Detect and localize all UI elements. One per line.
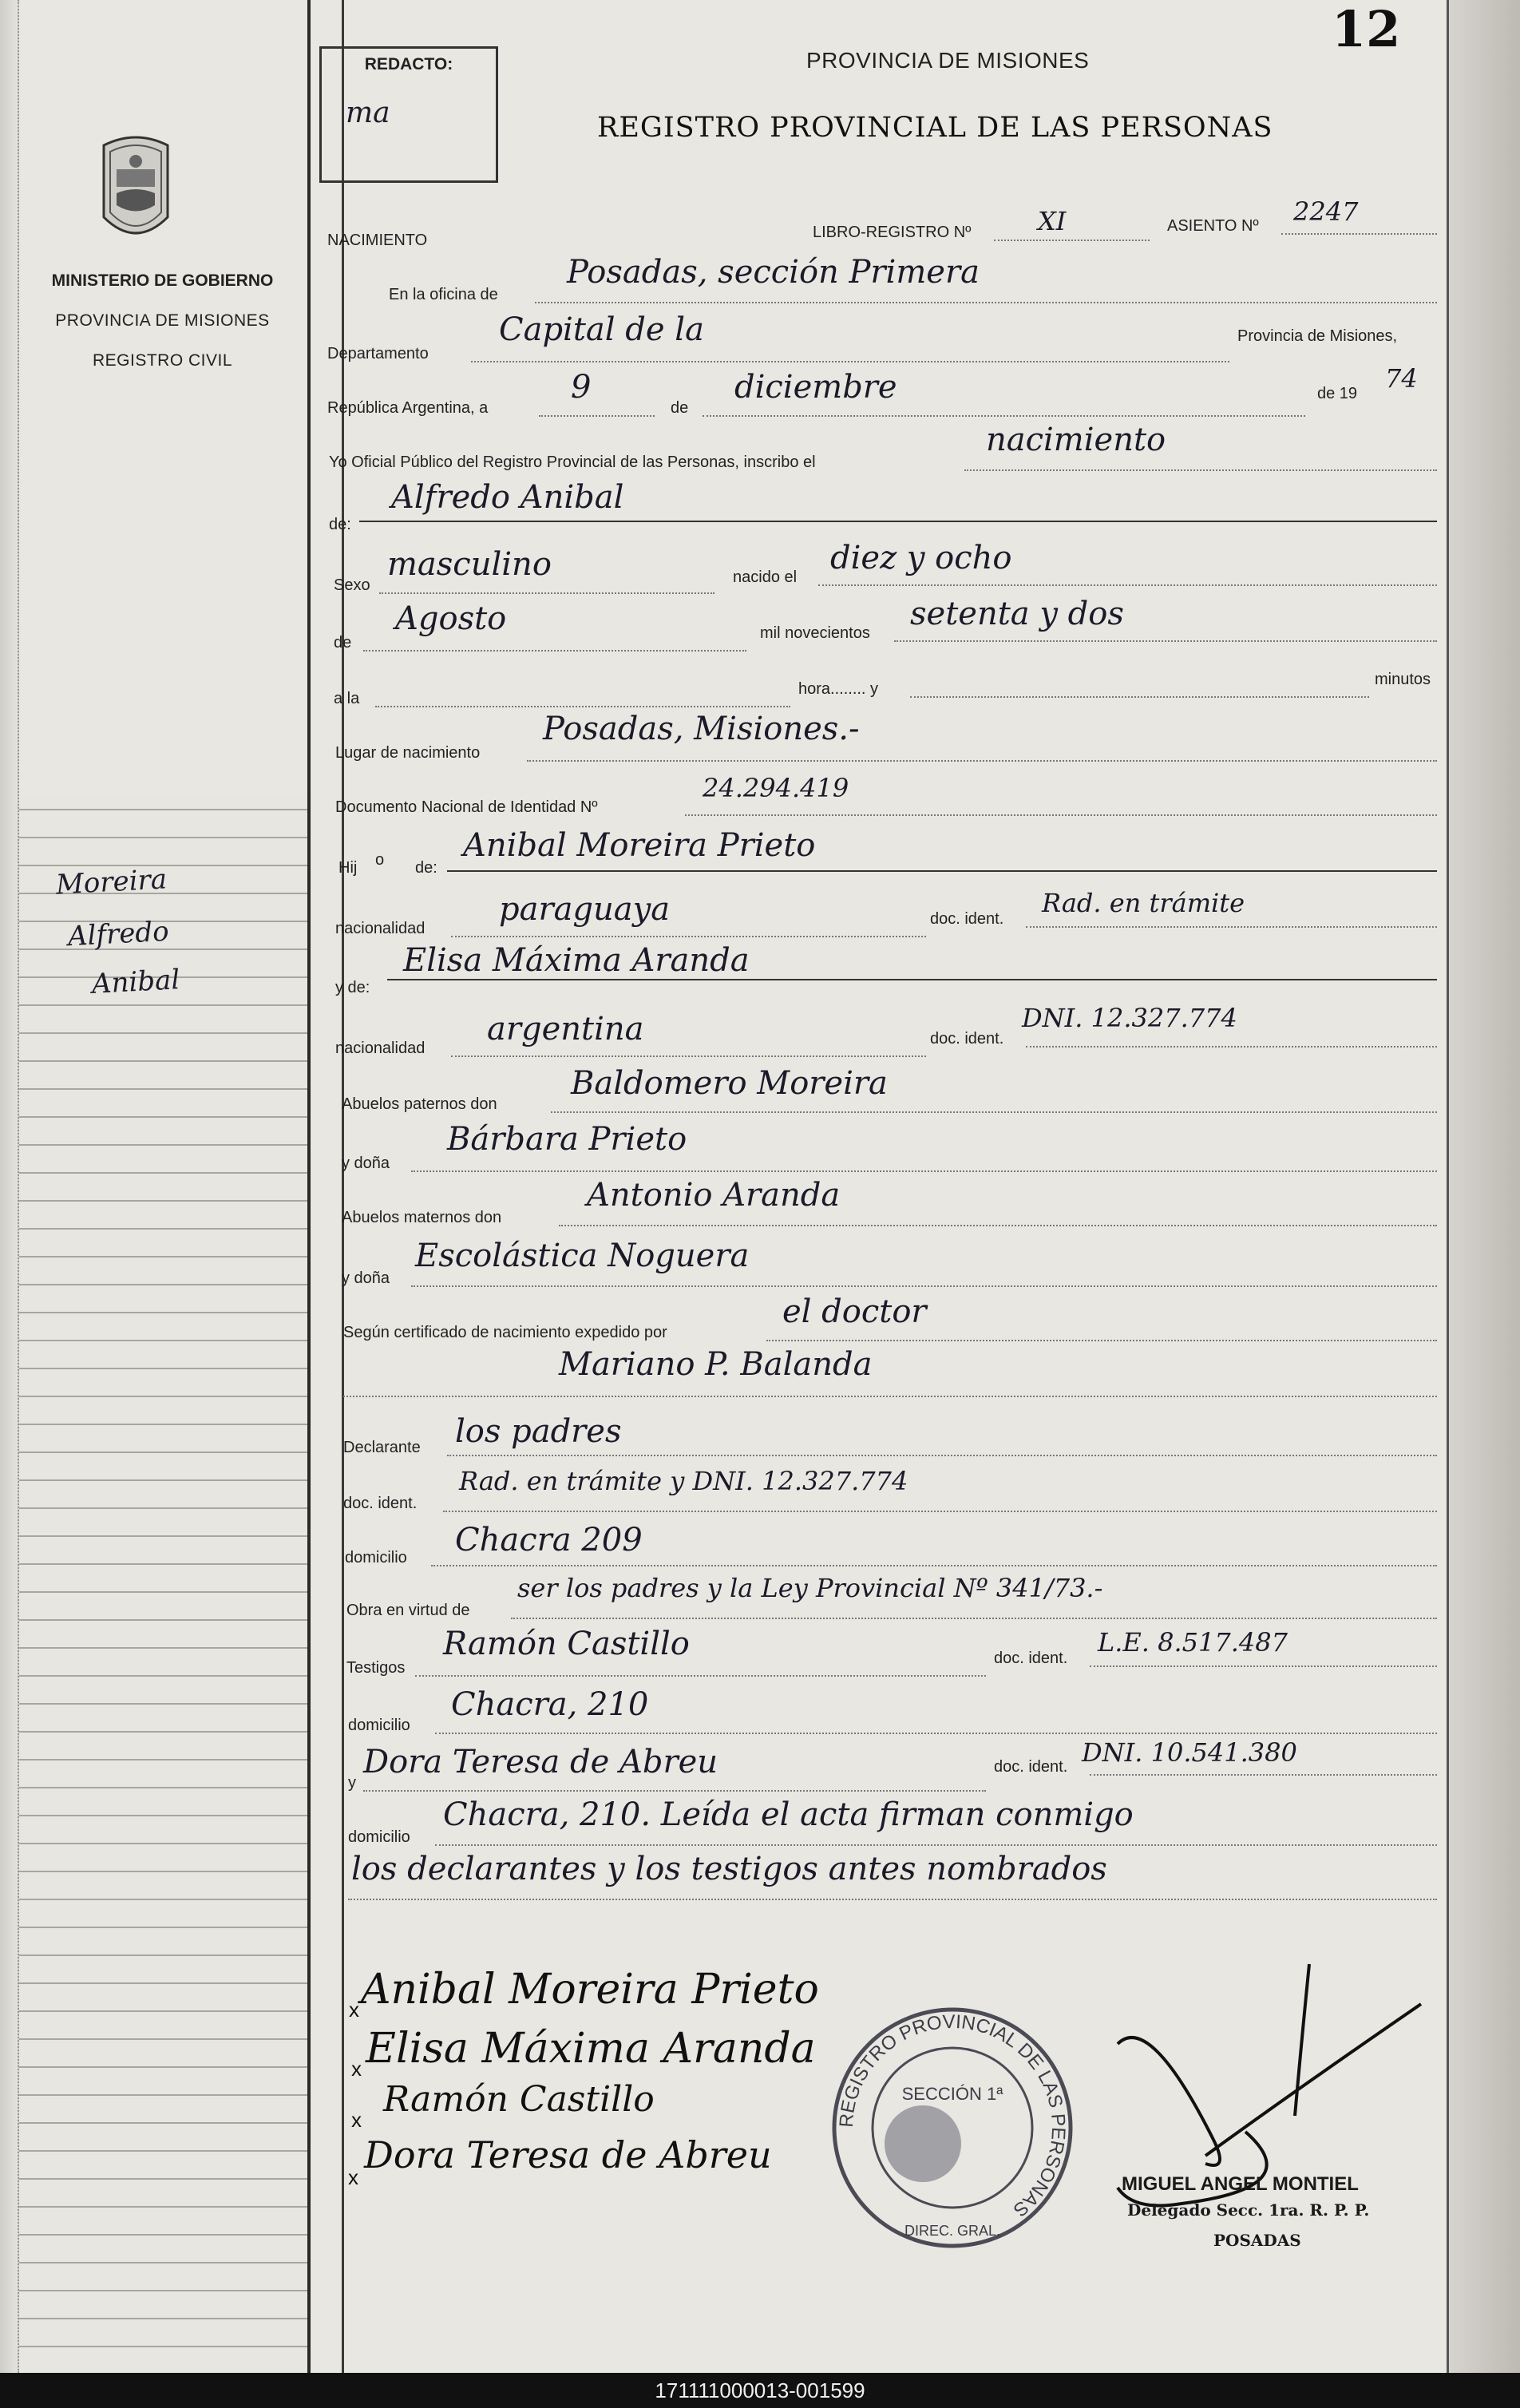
- abuela-m-dots: [411, 1285, 1437, 1287]
- cierre-value: los declarantes y los testigos antes nombrados: [351, 1851, 1107, 1887]
- domicilio-2-label: domicilio: [348, 1717, 410, 1734]
- mil-value: setenta y dos: [910, 596, 1124, 632]
- header-province: PROVINCIA DE MISIONES: [806, 48, 1090, 73]
- redacto-box: [319, 46, 498, 183]
- anio-label: de 19: [1317, 385, 1358, 402]
- page-right-border: [1447, 0, 1449, 2373]
- header-registry: REGISTRO PROVINCIAL DE LAS PERSONAS: [597, 112, 1273, 144]
- libro-label: LIBRO-REGISTRO Nº: [813, 224, 972, 241]
- madre-line: [387, 979, 1437, 980]
- nacido-label: nacido el: [733, 568, 798, 586]
- left-margin-header-area: [18, 0, 307, 798]
- abuelo-p-dots: [551, 1111, 1437, 1113]
- segun-dots: [766, 1340, 1437, 1341]
- doc-t2-dots: [1090, 1774, 1437, 1776]
- departamento-value: Capital de la: [499, 311, 704, 348]
- domicilio-label: domicilio: [345, 1549, 407, 1566]
- segun-value: el doctor: [782, 1293, 927, 1330]
- nacido-dots: [818, 584, 1437, 586]
- nacionalidad-madre-value: argentina: [487, 1011, 644, 1048]
- domicilio-value: Chacra 209: [455, 1522, 643, 1558]
- cierre-dots: [348, 1899, 1437, 1900]
- section-label: NACIMIENTO: [327, 232, 428, 249]
- oficina-value: Posadas, sección Primera: [567, 254, 980, 291]
- ala-label: a la: [334, 690, 360, 707]
- province-emblem-icon: [96, 129, 176, 249]
- doc-madre-label: doc. ident.: [930, 1030, 1004, 1048]
- book-binding-edge: [0, 0, 19, 2373]
- provincia-label: Provincia de Misiones,: [1237, 327, 1398, 345]
- domicilio-3-label: domicilio: [348, 1828, 410, 1846]
- doc-testigo2-value: DNI. 10.541.380: [1082, 1737, 1297, 1768]
- document-id-footer: 171111000013-001599: [0, 2373, 1520, 2408]
- margin-note-second-name: Anibal: [91, 964, 181, 1000]
- testigo2-dots: [363, 1790, 986, 1792]
- abuelo-paterno-value: Baldomero Moreira: [571, 1065, 888, 1102]
- doc-declarante-label: doc. ident.: [343, 1495, 418, 1512]
- obra-value: ser los padres y la Ley Provincial Nº 341/73.-: [517, 1573, 1103, 1603]
- official-city: POSADAS: [1213, 2231, 1301, 2250]
- dom-testigo2-value: Chacra, 210. Leída el acta firman conmigo: [443, 1796, 1134, 1833]
- page-number: 12: [1332, 0, 1401, 58]
- mes-nac-dots: [363, 650, 746, 652]
- libro-value: XI: [1038, 206, 1067, 236]
- doctor-dots: [343, 1396, 1437, 1397]
- signature-father: Anibal Moreira Prieto: [361, 1966, 819, 2014]
- departamento-dots: [471, 361, 1229, 362]
- mes-dots: [703, 415, 1305, 417]
- margin-note-first-name: Alfredo: [67, 915, 170, 953]
- asiento-label: ASIENTO Nº: [1167, 217, 1259, 235]
- libro-dots: [994, 240, 1150, 241]
- nac-madre-dots: [451, 1055, 926, 1057]
- mes-value: diciembre: [734, 369, 897, 406]
- official-title: Delegado Secc. 1ra. R. P. P.: [1127, 2200, 1370, 2220]
- obra-dots: [511, 1618, 1437, 1619]
- asiento-value: 2247: [1293, 196, 1359, 227]
- inscribo-dots: [964, 469, 1437, 471]
- hora-label: hora........ y: [798, 680, 879, 698]
- dom-testigo1-value: Chacra, 210: [451, 1686, 649, 1723]
- de-mes-label: de: [334, 634, 352, 652]
- padre-value: Anibal Moreira Prieto: [463, 827, 816, 864]
- doctor-value: Mariano P. Balanda: [559, 1346, 873, 1383]
- doc-madre-dots: [1026, 1046, 1437, 1048]
- y-de-label: y de:: [335, 979, 370, 996]
- hijo-de-label: de:: [415, 859, 437, 877]
- nacionalidad-madre-label: nacionalidad: [335, 1040, 426, 1057]
- oficina-dots: [535, 302, 1437, 303]
- mil-label: mil novecientos: [760, 624, 870, 642]
- margin-note-surname: Moreira: [55, 863, 168, 901]
- signature-mark-2: x: [351, 2057, 362, 2081]
- signature-mark-3: x: [351, 2108, 362, 2132]
- seal-bottom-text: DIREC. GRAL.: [904, 2223, 1001, 2239]
- asiento-dots: [1281, 233, 1437, 235]
- dom-t1-dots: [435, 1733, 1437, 1734]
- yo-oficial-label: Yo Oficial Público del Registro Provincial de las Personas, inscribo el: [329, 453, 816, 471]
- segun-label: Según certificado de nacimiento expedido por: [343, 1324, 667, 1341]
- nombre-value: Alfredo Anibal: [391, 479, 624, 516]
- republica-label: República Argentina, a: [327, 399, 489, 417]
- redacto-label: REDACTO:: [364, 55, 453, 73]
- nac-padre-dots: [451, 936, 926, 937]
- abuelo-m-dots: [559, 1225, 1437, 1226]
- official-seal-stamp: [829, 2004, 1076, 2252]
- nacionalidad-padre-label: nacionalidad: [335, 920, 426, 937]
- abuela-paterna-value: Bárbara Prieto: [447, 1121, 687, 1158]
- doc-padre-value: Rad. en trámite: [1042, 888, 1245, 918]
- y-dona-2-label: y doña: [342, 1269, 390, 1287]
- y-dona-label: y doña: [342, 1154, 390, 1172]
- doc-decl-dots: [443, 1511, 1437, 1512]
- padre-line: [447, 870, 1437, 872]
- signature-witness-2: Dora Teresa de Abreu: [364, 2133, 772, 2176]
- abuelo-materno-value: Antonio Aranda: [587, 1177, 841, 1214]
- testigo1-dots: [415, 1675, 986, 1677]
- mes-nac-value: Agosto: [395, 600, 507, 637]
- doc-testigo1-label: doc. ident.: [994, 1650, 1068, 1667]
- seal-inner-text: SECCIÓN 1ª: [901, 2084, 1003, 2104]
- abuela-materna-value: Escolástica Noguera: [415, 1238, 750, 1274]
- hijo-label: Hij: [338, 859, 358, 877]
- minutos-label: minutos: [1375, 671, 1431, 688]
- lugar-value: Posadas, Misiones.-: [543, 711, 860, 747]
- official-name: MIGUEL ANGEL MONTIEL: [1122, 2173, 1359, 2195]
- dni-value: 24.294.419: [703, 773, 849, 803]
- signature-mother: Elisa Máxima Aranda: [366, 2025, 816, 2073]
- margin-border-line: [307, 0, 311, 2373]
- abuelos-paternos-label: Abuelos paternos don: [342, 1095, 497, 1113]
- ministry-label: MINISTERIO DE GOBIERNO: [51, 271, 274, 290]
- redacto-initials: ma: [346, 97, 390, 129]
- dni-label: Documento Nacional de Identidad Nº: [335, 798, 598, 816]
- abuelos-maternos-label: Abuelos maternos don: [342, 1209, 502, 1226]
- hijo-suffix: o: [375, 851, 385, 869]
- signature-mark-1: x: [349, 1998, 359, 2022]
- doc-t1-dots: [1090, 1665, 1437, 1667]
- dia-value: 9: [571, 369, 592, 406]
- declarante-dots: [447, 1455, 1437, 1456]
- doc-declarante-value: Rad. en trámite y DNI. 12.327.774: [459, 1466, 908, 1496]
- testigo2-value: Dora Teresa de Abreu: [363, 1744, 718, 1780]
- declarante-value: los padres: [455, 1413, 622, 1450]
- doc-testigo1-value: L.E. 8.517.487: [1098, 1627, 1288, 1657]
- testigo1-value: Ramón Castillo: [443, 1626, 690, 1662]
- declarante-label: Declarante: [343, 1439, 421, 1456]
- sexo-value: masculino: [387, 546, 552, 583]
- seal-ring-text: REGISTRO PROVINCIAL DE LAS PERSONAS: [835, 2010, 1070, 2221]
- sexo-dots: [379, 592, 714, 594]
- signature-mark-4: x: [348, 2165, 358, 2189]
- page-right-edge: [1447, 0, 1520, 2373]
- doc-padre-label: doc. ident.: [930, 910, 1004, 928]
- inscribo-value: nacimiento: [986, 422, 1166, 458]
- lugar-dots: [527, 760, 1437, 762]
- madre-value: Elisa Máxima Aranda: [403, 942, 750, 979]
- signature-witness-1: Ramón Castillo: [383, 2079, 655, 2120]
- lugar-label: Lugar de nacimiento: [335, 744, 481, 762]
- nacido-value: diez y ocho: [830, 540, 1012, 576]
- dom-t2-dots: [435, 1844, 1437, 1846]
- dia-dots: [539, 415, 655, 417]
- de-nombre-label: de:: [329, 516, 351, 533]
- mil-dots: [894, 640, 1437, 642]
- sexo-label: Sexo: [334, 576, 370, 594]
- minutos-dots: [910, 696, 1369, 698]
- nacionalidad-padre-value: paraguaya: [499, 891, 671, 928]
- y-testigo-label: y: [348, 1774, 356, 1792]
- registry-label: REGISTRO CIVIL: [92, 351, 233, 370]
- province-label: PROVINCIA DE MISIONES: [55, 311, 270, 330]
- domicilio-dots: [431, 1565, 1437, 1566]
- departamento-label: Departamento: [327, 345, 429, 362]
- doc-padre-dots: [1026, 926, 1437, 928]
- doc-testigo2-label: doc. ident.: [994, 1758, 1068, 1776]
- nombre-line: [359, 521, 1437, 522]
- obra-label: Obra en virtud de: [346, 1602, 470, 1619]
- ala-dots: [375, 706, 790, 707]
- testigos-label: Testigos: [346, 1659, 406, 1677]
- abuela-p-dots: [411, 1170, 1437, 1172]
- dni-dots: [685, 814, 1437, 816]
- oficina-label: En la oficina de: [389, 286, 498, 303]
- anio-value: 74: [1385, 363, 1418, 394]
- doc-madre-value: DNI. 12.327.774: [1022, 1003, 1237, 1033]
- de-label: de: [671, 399, 689, 417]
